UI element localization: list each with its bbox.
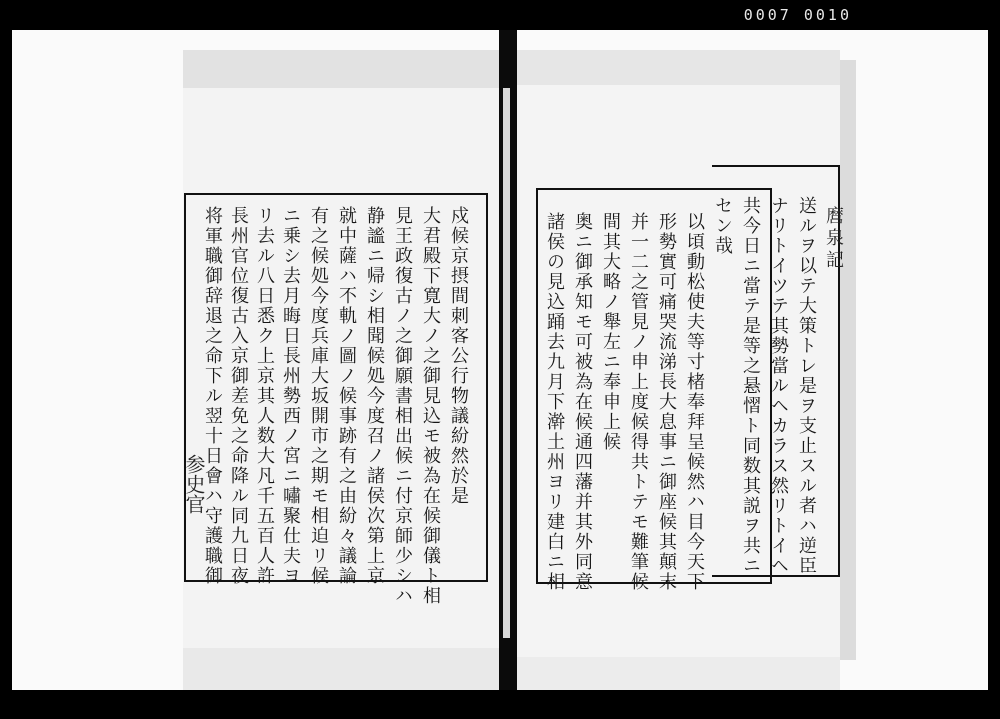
overlay-column: ナリトイツテ其勢當ルヘカラス然リトイヘ	[768, 196, 789, 576]
overlay-column: 共今日ニ當テ是等之悬慴ト同数其説ヲ共ニ	[740, 196, 761, 576]
right-column: 奥ニ御承知モ可被為在候通四藩并其外同意	[572, 212, 593, 592]
left-top-tab	[183, 50, 501, 88]
margin-mark: 参史官	[182, 454, 206, 514]
overlay-column: 送ルヲ以テ大策トレ是ヲ支止スル者ハ逆臣	[796, 196, 817, 576]
left-column: 就中薩ハ不軌ノ圖ノ候事跡有之由紛々議論	[336, 206, 357, 586]
overlay-column: セン哉	[712, 196, 733, 256]
left-column: リ去ル八日悉ク上京其人数大凡千五百人許	[254, 206, 275, 586]
left-column: ニ乗シ去月晦日長州勢西ノ宮ニ嘯聚仕夫ヨ	[280, 206, 301, 586]
left-column: 見王政復古ノ之御願書相出候ニ付京師少シハ	[392, 206, 413, 606]
frame-number: 0007 0010	[743, 6, 852, 24]
page-header-mark: 麿泉記	[823, 206, 844, 272]
left-column: 長州官位復古入京御差免之命降ル同九日夜	[228, 206, 249, 586]
right-column: 以頃動松使夫等寸楮奉拜呈候然ハ目今天下	[684, 212, 705, 592]
right-column: 諸侯の見込踊去九月下澣土州ヨリ建白ニ相	[544, 212, 565, 592]
left-column: 大君殿下寛大ノ之御見込モ被為在候御儀ト相	[420, 206, 441, 606]
left-column: 戍候京摂間刺客公行物議紛然於是	[448, 206, 469, 506]
right-edge-strip	[840, 60, 856, 660]
right-column: 形勢實可痛哭流涕長大息事ニ御座候其顛末	[656, 212, 677, 592]
right-column: 間其大略ノ舉左ニ奉申上候	[600, 212, 621, 452]
left-column: 静謐ニ帰シ相聞候処今度召ノ諸侯次第上京	[364, 206, 385, 586]
left-column: 有之候処今度兵庫大坂開市之期モ相迫リ候	[308, 206, 329, 586]
left-column: 将軍職御辞退之命下ル翌十日會ハ守護職御	[202, 206, 223, 586]
gutter-highlight	[503, 88, 510, 638]
right-top-tab	[513, 50, 840, 86]
right-column: 并一二之管見ノ申上度候得共トテモ難筆候	[628, 212, 649, 592]
